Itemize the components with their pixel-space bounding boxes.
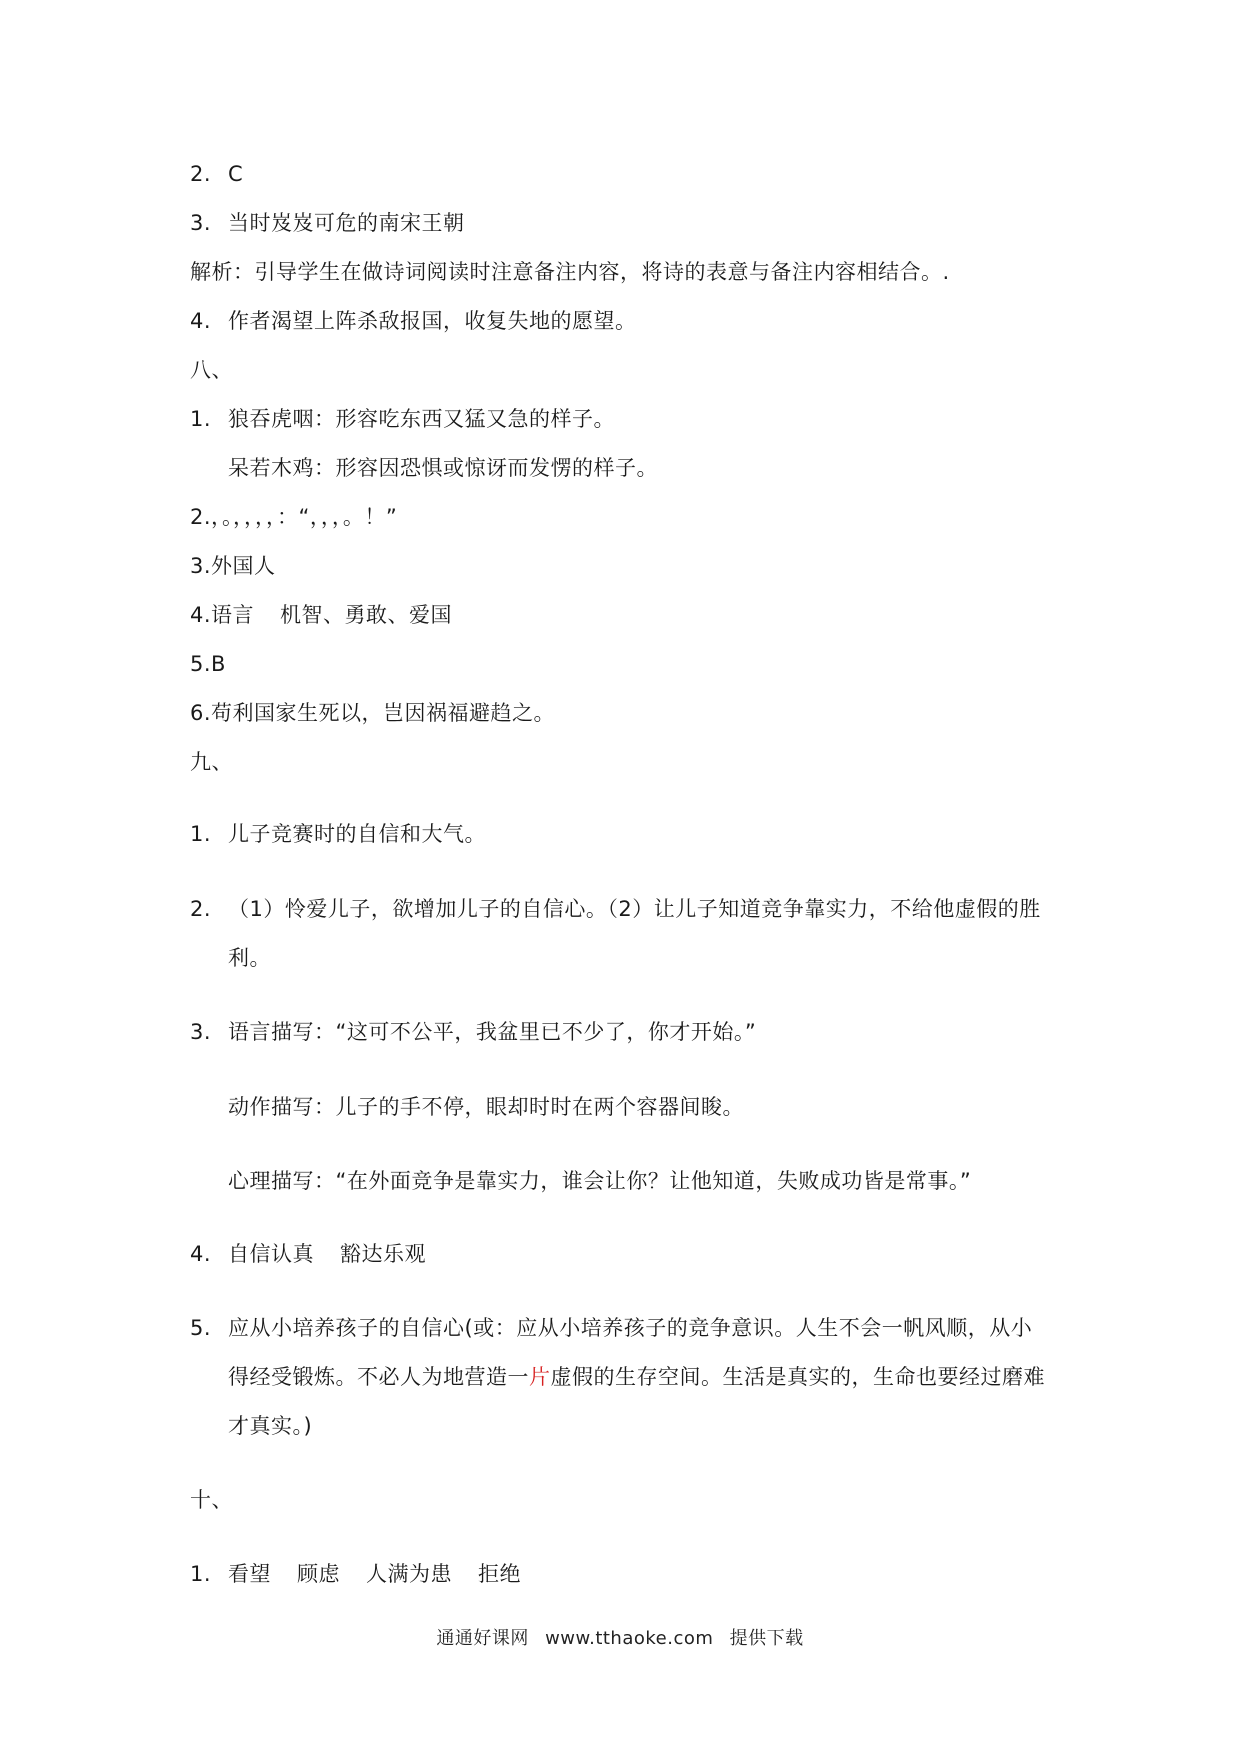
item-text: 2.，。，，，，：“，，，。！”	[190, 505, 398, 529]
item-text: 狼吞虎咽：形容吃东西又猛又急的样子。	[228, 407, 615, 431]
item-text: 当时岌岌可危的南宋王朝	[228, 211, 465, 235]
item-text: 应从小培养孩子的自信心(或：应从小培养孩子的竞争意识。人生不会一帆风顺，从小	[228, 1316, 1033, 1340]
item-text: 利。	[228, 946, 271, 970]
section-heading: 八、	[190, 358, 233, 382]
item-text: 作者渴望上阵杀敌报国，收复失地的愿望。	[228, 309, 637, 333]
footer-url[interactable]: www.tthaoke.com	[545, 1628, 714, 1649]
item-number: 2.	[190, 162, 212, 186]
item-text: 3.外国人	[190, 554, 276, 578]
answer-line	[190, 159, 243, 189]
item-number: 1.	[190, 1562, 212, 1586]
item-number: 1.	[190, 822, 212, 846]
answer-line	[190, 502, 397, 532]
answer-line	[190, 551, 276, 581]
item-text: 才真实。)	[228, 1414, 313, 1438]
item-number: 2.	[190, 897, 212, 921]
item-text: 6.苟利国家生死以，岂因祸福避趋之。	[190, 701, 556, 725]
item-text: 顾虑	[297, 1562, 340, 1586]
item-number: 4.	[190, 309, 212, 333]
answer-line	[228, 1411, 312, 1441]
page-footer	[0, 1626, 1240, 1652]
analysis-line	[190, 257, 950, 287]
item-text: （1）怜爱儿子，欲增加儿子的自信心。（2）让儿子知道竞争靠实力，不给他虚假的胜	[228, 897, 1041, 921]
answer-line	[190, 1239, 426, 1269]
footer-suffix: 提供下载	[729, 1628, 804, 1649]
item-text: 虚假的生存空间。生活是真实的，生命也要经过磨难	[550, 1365, 1045, 1389]
highlighted-char: 片	[529, 1365, 551, 1389]
item-text: 呆若木鸡：形容因恐惧或惊讶而发愣的样子。	[228, 456, 658, 480]
section-heading: 九、	[190, 750, 233, 774]
item-text: 人满为患	[366, 1562, 452, 1586]
item-text: 儿子竞赛时的自信和大气。	[228, 822, 486, 846]
answer-line	[190, 1313, 1032, 1343]
item-number: 5.	[190, 1316, 212, 1340]
item-text: 自信认真	[228, 1242, 314, 1266]
answer-line	[228, 1362, 1045, 1392]
answer-line	[228, 453, 658, 483]
item-text: 4.语言	[190, 603, 255, 627]
item-text: 动作描写：儿子的手不停，眼却时时在两个容器间睃。	[228, 1095, 744, 1119]
answer-line	[190, 698, 555, 728]
item-text: 看望	[228, 1562, 271, 1586]
footer-site-name: 通通好课网	[436, 1628, 529, 1649]
item-text: 得经受锻炼。不必人为地营造一	[228, 1365, 529, 1389]
answer-line	[190, 649, 226, 679]
answer-line	[190, 1017, 756, 1047]
answer-line	[190, 600, 452, 630]
item-text: 拒绝	[478, 1562, 521, 1586]
item-number: 1.	[190, 407, 212, 431]
answer-line	[228, 943, 271, 973]
item-text: 语言描写：“这可不公平，我盆里已不少了，你才开始。”	[228, 1020, 757, 1044]
answer-line	[190, 306, 637, 336]
section-heading: 十、	[190, 1488, 233, 1512]
item-number: 4.	[190, 1242, 212, 1266]
item-text: 5.B	[190, 652, 226, 676]
answer-line	[228, 1092, 744, 1122]
answer-line	[190, 819, 486, 849]
item-text: 解析：引导学生在做诗词阅读时注意备注内容，将诗的表意与备注内容相结合。.	[190, 260, 950, 284]
answer-line	[190, 404, 615, 434]
item-text: 豁达乐观	[340, 1242, 426, 1266]
answer-line	[190, 208, 465, 238]
answer-line	[228, 1166, 971, 1196]
item-text: C	[228, 162, 244, 186]
answer-line	[190, 894, 1041, 924]
answer-line	[190, 1559, 521, 1589]
item-number: 3.	[190, 211, 212, 235]
item-text: 机智、勇敢、爱国	[280, 603, 453, 627]
item-text: 心理描写：“在外面竞争是靠实力，谁会让你？让他知道，失败成功皆是常事。”	[228, 1169, 972, 1193]
item-number: 3.	[190, 1020, 212, 1044]
